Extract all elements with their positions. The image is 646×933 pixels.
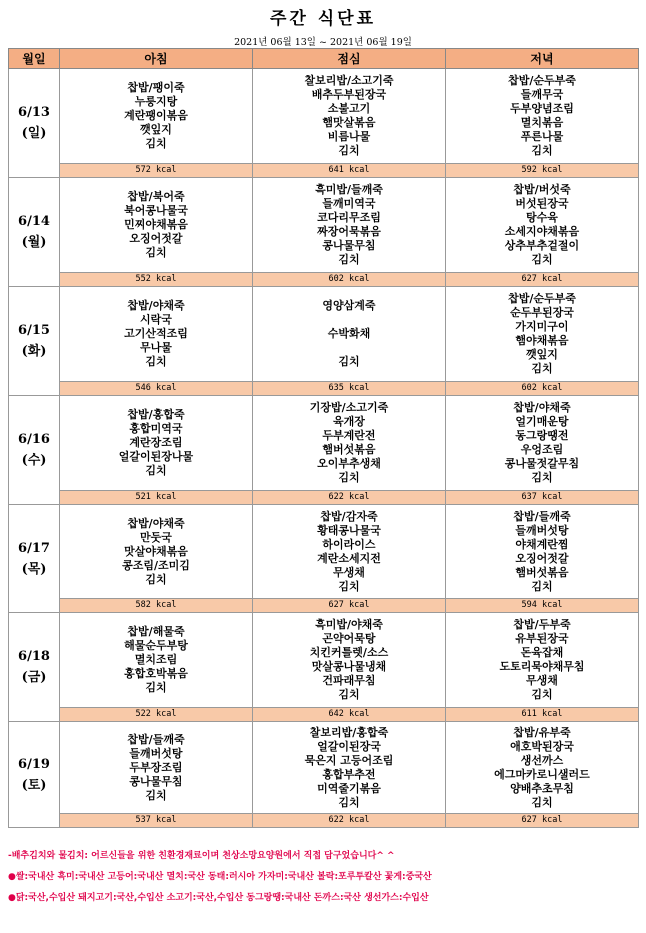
menu-item: 계란팽이볶음 xyxy=(124,108,188,122)
day-cell xyxy=(9,69,60,178)
lunch-menu-cell xyxy=(253,177,446,272)
menu-item: 야채계란찜 xyxy=(515,537,569,551)
page-title: 주간 식단표 xyxy=(269,9,377,29)
menu-item: 찰보리밥/소고기죽 xyxy=(304,73,394,87)
dinner-kcal: 637 kcal xyxy=(446,490,639,504)
lunch-kcal: 641 kcal xyxy=(253,163,446,177)
menu-item: 찹밥/야채죽 xyxy=(127,516,185,530)
day-weekday: (금) xyxy=(21,670,47,686)
menu-item xyxy=(253,341,445,355)
lunch-menu-cell xyxy=(253,286,446,381)
menu-item: 김치 xyxy=(145,245,167,259)
lunch-kcal: 622 kcal xyxy=(253,490,446,504)
menu-item: 버섯된장국 xyxy=(515,196,569,210)
menu-item: 오이부추생채 xyxy=(317,456,381,470)
kcal-row xyxy=(9,599,639,613)
menu-item: 계란장조림 xyxy=(129,435,183,449)
day-date: 6/13 xyxy=(18,104,50,120)
menu-item: 들깨무국 xyxy=(520,87,564,101)
menu-item: 민찌야채볶음 xyxy=(124,217,188,231)
day-row xyxy=(9,504,639,599)
header-breakfast: 아침 xyxy=(60,49,253,69)
note-line: -배추김치와 물김치: 어르신들을 위한 친환경재료이며 천상소망요양원에서 직접 담구었습니다^ ^ xyxy=(8,851,395,861)
menu-item: 무나물 xyxy=(140,340,172,354)
menu-item: 도토리묵야채무침 xyxy=(499,660,585,674)
menu-item: 우엉조림 xyxy=(520,442,564,456)
day-date: 6/17 xyxy=(18,540,50,556)
menu-item: 두부양념조림 xyxy=(510,101,574,115)
menu-item: 김치 xyxy=(531,143,553,157)
menu-item: 상추부추겉절이 xyxy=(504,238,580,252)
menu-item: 두부계란전 xyxy=(322,428,376,442)
menu-item: 건파래무침 xyxy=(322,674,376,688)
menu-item: 햄버섯볶음 xyxy=(322,442,376,456)
day-weekday: (수) xyxy=(21,452,47,468)
menu-item: 흑미밥/들깨죽 xyxy=(315,182,383,196)
kcal-row xyxy=(9,163,639,177)
menu-item: 김치 xyxy=(531,688,553,702)
breakfast-kcal: 582 kcal xyxy=(60,599,253,613)
menu-item: 김치 xyxy=(145,788,167,802)
menu-item: 순두부된장국 xyxy=(510,305,574,319)
day-cell xyxy=(9,177,60,286)
lunch-menu-cell xyxy=(253,69,446,164)
menu-item: 곤약어묵탕 xyxy=(322,632,376,646)
menu-item: 육개장 xyxy=(333,414,365,428)
menu-item: 깻잎지 xyxy=(140,122,172,136)
dinner-menu-cell xyxy=(446,504,639,599)
menu-item: 북어콩나물국 xyxy=(124,203,188,217)
menu-item: 김치 xyxy=(338,143,360,157)
menu-item: 김치 xyxy=(531,579,553,593)
menu-item: 황태콩나물국 xyxy=(317,523,381,537)
menu-item: 햄야채볶음 xyxy=(515,333,569,347)
header-row xyxy=(9,49,639,69)
menu-item: 김치 xyxy=(338,795,360,809)
menu-item: 홍합호박볶음 xyxy=(124,667,188,681)
menu-item: 찹밥/버섯죽 xyxy=(513,182,571,196)
day-row xyxy=(9,177,639,272)
breakfast-menu-cell xyxy=(60,69,253,164)
menu-item: 애호박된장국 xyxy=(510,739,574,753)
menu-item: 찹밥/두부죽 xyxy=(513,618,571,632)
menu-item: 콩조림/조미김 xyxy=(122,558,190,572)
lunch-kcal: 642 kcal xyxy=(253,708,446,722)
breakfast-kcal: 521 kcal xyxy=(60,490,253,504)
dinner-kcal: 594 kcal xyxy=(446,599,639,613)
menu-item: 찹밥/북어죽 xyxy=(127,189,185,203)
date-range: 2021년 06월 13일 ~ 2021년 06월 19일 xyxy=(234,37,412,48)
breakfast-menu-cell xyxy=(60,286,253,381)
menu-item: 김치 xyxy=(145,572,167,586)
menu-item: 멸치볶음 xyxy=(520,115,564,129)
menu-item: 찹밥/유부죽 xyxy=(513,725,571,739)
menu-item: 얼갈이된장나물 xyxy=(118,449,194,463)
menu-item: 수박화채 xyxy=(327,326,371,340)
lunch-kcal: 627 kcal xyxy=(253,599,446,613)
menu-item: 햄버섯볶음 xyxy=(515,565,569,579)
menu-item: 찹밥/순두부죽 xyxy=(508,291,576,305)
day-date: 6/14 xyxy=(18,213,50,229)
menu-item: 돈육잡채 xyxy=(520,646,564,660)
lunch-kcal: 635 kcal xyxy=(253,381,446,395)
day-row xyxy=(9,722,639,814)
menu-item: 생선까스 xyxy=(520,753,564,767)
dinner-kcal: 611 kcal xyxy=(446,708,639,722)
menu-item: 흑미밥/야채죽 xyxy=(315,618,383,632)
menu-item: 찹밥/홍합죽 xyxy=(127,407,185,421)
menu-item: 김치 xyxy=(531,361,553,375)
lunch-menu-cell xyxy=(253,722,446,814)
breakfast-kcal: 546 kcal xyxy=(60,381,253,395)
menu-item: 양배추초무침 xyxy=(510,781,574,795)
breakfast-menu-cell xyxy=(60,395,253,490)
notes xyxy=(8,846,638,909)
menu-item: 유부된장국 xyxy=(515,632,569,646)
menu-item: 고기산적조림 xyxy=(124,326,188,340)
breakfast-menu-cell xyxy=(60,722,253,814)
menu-item: 무생채 xyxy=(333,565,365,579)
menu-item: 찹밥/감자죽 xyxy=(320,509,378,523)
menu-item: 김치 xyxy=(338,252,360,266)
menu-item: 찹밥/순두부죽 xyxy=(508,73,576,87)
day-cell xyxy=(9,286,60,395)
menu-item: 두부장조림 xyxy=(129,760,183,774)
menu-item: 찹밥/해물죽 xyxy=(127,625,185,639)
menu-item: 오징어젓갈 xyxy=(129,231,183,245)
menu-item: 소불고기 xyxy=(327,101,371,115)
breakfast-kcal: 537 kcal xyxy=(60,813,253,827)
note-line: ●쌀:국내산 흑미:국내산 고등어:국내산 멸치:국산 동태:러시아 가자미:국내산 볼락:포루투칼산 꽃게:중국산 xyxy=(8,872,432,882)
note-line: ●닭:국산,수입산 돼지고기:국산,수입산 소고기:국산,수입산 동그랑땡:국내산 돈까스:국산 생선가스:수입산 xyxy=(8,893,429,903)
menu-item: 들깨미역국 xyxy=(322,196,376,210)
menu-item: 무생채 xyxy=(526,674,558,688)
dinner-menu-cell xyxy=(446,177,639,272)
day-date: 6/15 xyxy=(18,322,50,338)
menu-item: 에그마카로니샐러드 xyxy=(494,767,590,781)
menu-item: 시락국 xyxy=(140,312,172,326)
menu-item: 미역줄기볶음 xyxy=(317,781,381,795)
menu-item: 찰보리밥/홍합죽 xyxy=(309,725,389,739)
day-cell xyxy=(9,722,60,828)
menu-item: 오징어젓갈 xyxy=(515,551,569,565)
lunch-kcal: 622 kcal xyxy=(253,813,446,827)
menu-item: 김치 xyxy=(531,252,553,266)
menu-item: 김치 xyxy=(531,470,553,484)
menu-item: 찹밥/들깨죽 xyxy=(127,732,185,746)
menu-item: 비름나물 xyxy=(327,129,371,143)
menu-item: 가지미구이 xyxy=(515,319,569,333)
kcal-row xyxy=(9,272,639,286)
dinner-kcal: 627 kcal xyxy=(446,813,639,827)
menu-item: 짜장어묵볶음 xyxy=(317,224,381,238)
menu-item: 찹밥/팽이죽 xyxy=(127,80,185,94)
menu-item: 김치 xyxy=(145,681,167,695)
menu-item: 만둣국 xyxy=(140,530,172,544)
kcal-row xyxy=(9,813,639,827)
menu-item: 햄맛살볶음 xyxy=(322,115,376,129)
menu-item: 홍합부추전 xyxy=(322,767,376,781)
menu-item: 찹밥/야채죽 xyxy=(127,298,185,312)
menu-item: 소세지야채볶음 xyxy=(504,224,580,238)
menu-item: 콩나물젓갈무침 xyxy=(504,456,580,470)
lunch-menu-cell xyxy=(253,395,446,490)
day-row xyxy=(9,613,639,708)
day-weekday: (목) xyxy=(21,561,47,577)
day-row xyxy=(9,69,639,164)
breakfast-kcal: 572 kcal xyxy=(60,163,253,177)
day-date: 6/19 xyxy=(18,756,50,772)
menu-item: 묵은지 고등어조림 xyxy=(304,753,394,767)
menu-item: 기장밥/소고기죽 xyxy=(309,400,389,414)
menu-item: 영양삼계죽 xyxy=(322,298,376,312)
menu-item: 홍합미역국 xyxy=(129,421,183,435)
day-cell xyxy=(9,395,60,504)
dinner-kcal: 602 kcal xyxy=(446,381,639,395)
menu-item: 동그랑땡전 xyxy=(515,428,569,442)
menu-item: 푸른나물 xyxy=(520,129,564,143)
menu-item: 멸치조림 xyxy=(134,653,178,667)
kcal-row xyxy=(9,708,639,722)
menu-item: 누룽지탕 xyxy=(134,94,178,108)
day-weekday: (화) xyxy=(21,343,47,359)
menu-item: 콩나물무침 xyxy=(322,238,376,252)
day-date: 6/16 xyxy=(18,431,50,447)
menu-item: 들깨버섯탕 xyxy=(129,746,183,760)
menu-item: 김치 xyxy=(338,354,360,368)
lunch-menu-cell xyxy=(253,613,446,708)
day-row xyxy=(9,395,639,490)
header-day: 월일 xyxy=(9,49,60,69)
menu-item: 김치 xyxy=(145,136,167,150)
dinner-menu-cell xyxy=(446,286,639,381)
menu-item: 탕수육 xyxy=(526,210,558,224)
menu-item: 찹밥/들깨죽 xyxy=(513,509,571,523)
dinner-kcal: 627 kcal xyxy=(446,272,639,286)
menu-item: 배추두부된장국 xyxy=(311,87,387,101)
menu-item xyxy=(253,313,445,327)
breakfast-kcal: 522 kcal xyxy=(60,708,253,722)
menu-item: 찹밥/야채죽 xyxy=(513,400,571,414)
menu-item: 해물순두부탕 xyxy=(124,639,188,653)
menu-item: 김치 xyxy=(338,579,360,593)
kcal-row xyxy=(9,381,639,395)
lunch-kcal: 602 kcal xyxy=(253,272,446,286)
day-row xyxy=(9,286,639,381)
breakfast-menu-cell xyxy=(60,177,253,272)
day-weekday: (토) xyxy=(21,777,47,793)
menu-item: 얼갈이된장국 xyxy=(317,739,381,753)
dinner-kcal: 592 kcal xyxy=(446,163,639,177)
header-dinner: 저녁 xyxy=(446,49,639,69)
menu-item: 치킨커틀렛/소스 xyxy=(309,646,389,660)
menu-item: 코다리무조림 xyxy=(317,210,381,224)
lunch-menu-cell xyxy=(253,504,446,599)
weekly-menu-table xyxy=(8,48,639,828)
menu-item: 하이라이스 xyxy=(322,537,376,551)
header-lunch: 점심 xyxy=(253,49,446,69)
menu-item: 들깨버섯탕 xyxy=(515,523,569,537)
kcal-row xyxy=(9,490,639,504)
menu-item: 김치 xyxy=(531,795,553,809)
menu-item: 맛살콩나물냉채 xyxy=(311,660,387,674)
menu-item: 맛살야채볶음 xyxy=(124,544,188,558)
day-weekday: (월) xyxy=(21,234,47,250)
day-cell xyxy=(9,613,60,722)
menu-item: 김치 xyxy=(145,354,167,368)
menu-item: 김치 xyxy=(338,688,360,702)
dinner-menu-cell xyxy=(446,395,639,490)
breakfast-kcal: 552 kcal xyxy=(60,272,253,286)
dinner-menu-cell xyxy=(446,613,639,708)
menu-item: 계란소세지전 xyxy=(317,551,381,565)
menu-item: 콩나물무침 xyxy=(129,774,183,788)
menu-item: 얼기매운탕 xyxy=(515,414,569,428)
breakfast-menu-cell xyxy=(60,504,253,599)
day-weekday: (일) xyxy=(21,125,47,141)
dinner-menu-cell xyxy=(446,722,639,814)
day-date: 6/18 xyxy=(18,649,50,665)
menu-item: 김치 xyxy=(145,463,167,477)
breakfast-menu-cell xyxy=(60,613,253,708)
menu-item: 깻잎지 xyxy=(526,347,558,361)
dinner-menu-cell xyxy=(446,69,639,164)
menu-item: 김치 xyxy=(338,470,360,484)
day-cell xyxy=(9,504,60,613)
